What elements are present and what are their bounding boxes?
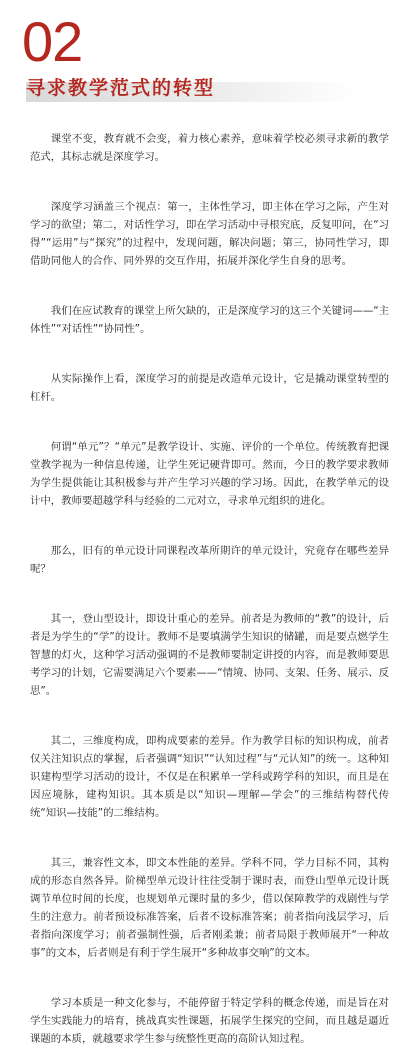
section-number: 02 [22, 10, 83, 73]
paragraph-6: 那么，旧有的单元设计同课程改革所期许的单元设计，究竟存在哪些差异呢？ [30, 545, 389, 575]
section-header [0, 0, 419, 108]
paragraph-4: 从实际操作上看，深度学习的前提是改造单元设计，它是撬动课堂转型的杠杆。 [30, 373, 389, 403]
paragraph-7: 其一，登山型设计，即设计重心的差异。前者是为教师的“教”的设计，后者是为学生的“学”的设计。教师不是要填满学生知识的储罐，而是要点燃学生智慧的灯火，这种学习活动强调的不是教师要制定讲授的内容，而是教师要思考学习的计划，它需要满足六个要素——“情境、协同、支架、任务、展示、反思”。 [30, 613, 389, 697]
paragraph-3: 我们在应试教育的课堂上所欠缺的，正是深度学习的这三个关键词——“主体性”“对话性”“协同性”。 [30, 305, 389, 335]
section-title-block [26, 74, 356, 104]
paragraph-1: 课堂不变，教育就不会变，着力核心素养，意味着学校必须寻求新的教学范式，其标志就是深度学习。 [30, 133, 389, 163]
section-title: 寻求教学范式的转型 [26, 77, 216, 99]
paragraph-10: 学习本质是一种文化参与，不能停留于特定学科的概念传递，而是旨在对学生实践能力的培育，挑战真实性课题，拓展学生探究的空间，而且越是逼近课题的本质，就越要求学生参与统整性更高的高阶认知过程。 [30, 997, 389, 1045]
paragraph-2: 深度学习涵盖三个视点：第一，主体性学习，即主体在学习之际，产生对学习的欲望；第二，对话性学习，即在学习活动中寻根究底，反复叩问，在“习得”“运用”与“探究”的过程中，发现问题，解决问题；第三，协同性学习，即借助同他人的合作、同外界的交互作用，拓展并深化学生自身的思考。 [30, 201, 389, 267]
article-body [0, 130, 419, 1048]
paragraph-9: 其三，兼容性文本，即文本性能的差异。学科不同，学力目标不同，其构成的形态自然各异。阶梯型单元设计往往受制于课时表，而登山型单元设计既调节单位时间的长度，也规划单元课时量的多少，借以保障教学的戏剧性与学生的注意力。前者预设标准答案，后者不设标准答案；前者指向浅层学习，后者指向深度学习；前者强制性强，后者刚柔兼；前者局限于教师展开“一种故事”的文本，后者则是有利于学生展开“多种故事交响”的文本。 [30, 857, 389, 959]
paragraph-5: 何谓“单元”？“单元”是教学设计、实施、评价的一个单位。传统教育把课堂教学视为一种信息传递，让学生死记硬背即可。然而，今日的教学要求教师为学生提供能让其积极参与并产生学习兴趣的学习场。因此，在教学单元的设计中，教师要超越学科与经验的二元对立，寻求单元组织的进化。 [30, 441, 389, 507]
paragraph-8: 其二，三维度构成，即构成要素的差异。作为教学目标的知识构成，前者仅关注知识点的掌握，后者强调“知识”“认知过程”与“元认知”的统一。这种知识建构型学习活动的设计，不仅是在积累单一学科或跨学科的知识，而且是在因应境脉，建构知识。其本质是以“知识—理解—学会”的三维结构替代传统“知识—技能”的二维结构。 [30, 735, 389, 819]
